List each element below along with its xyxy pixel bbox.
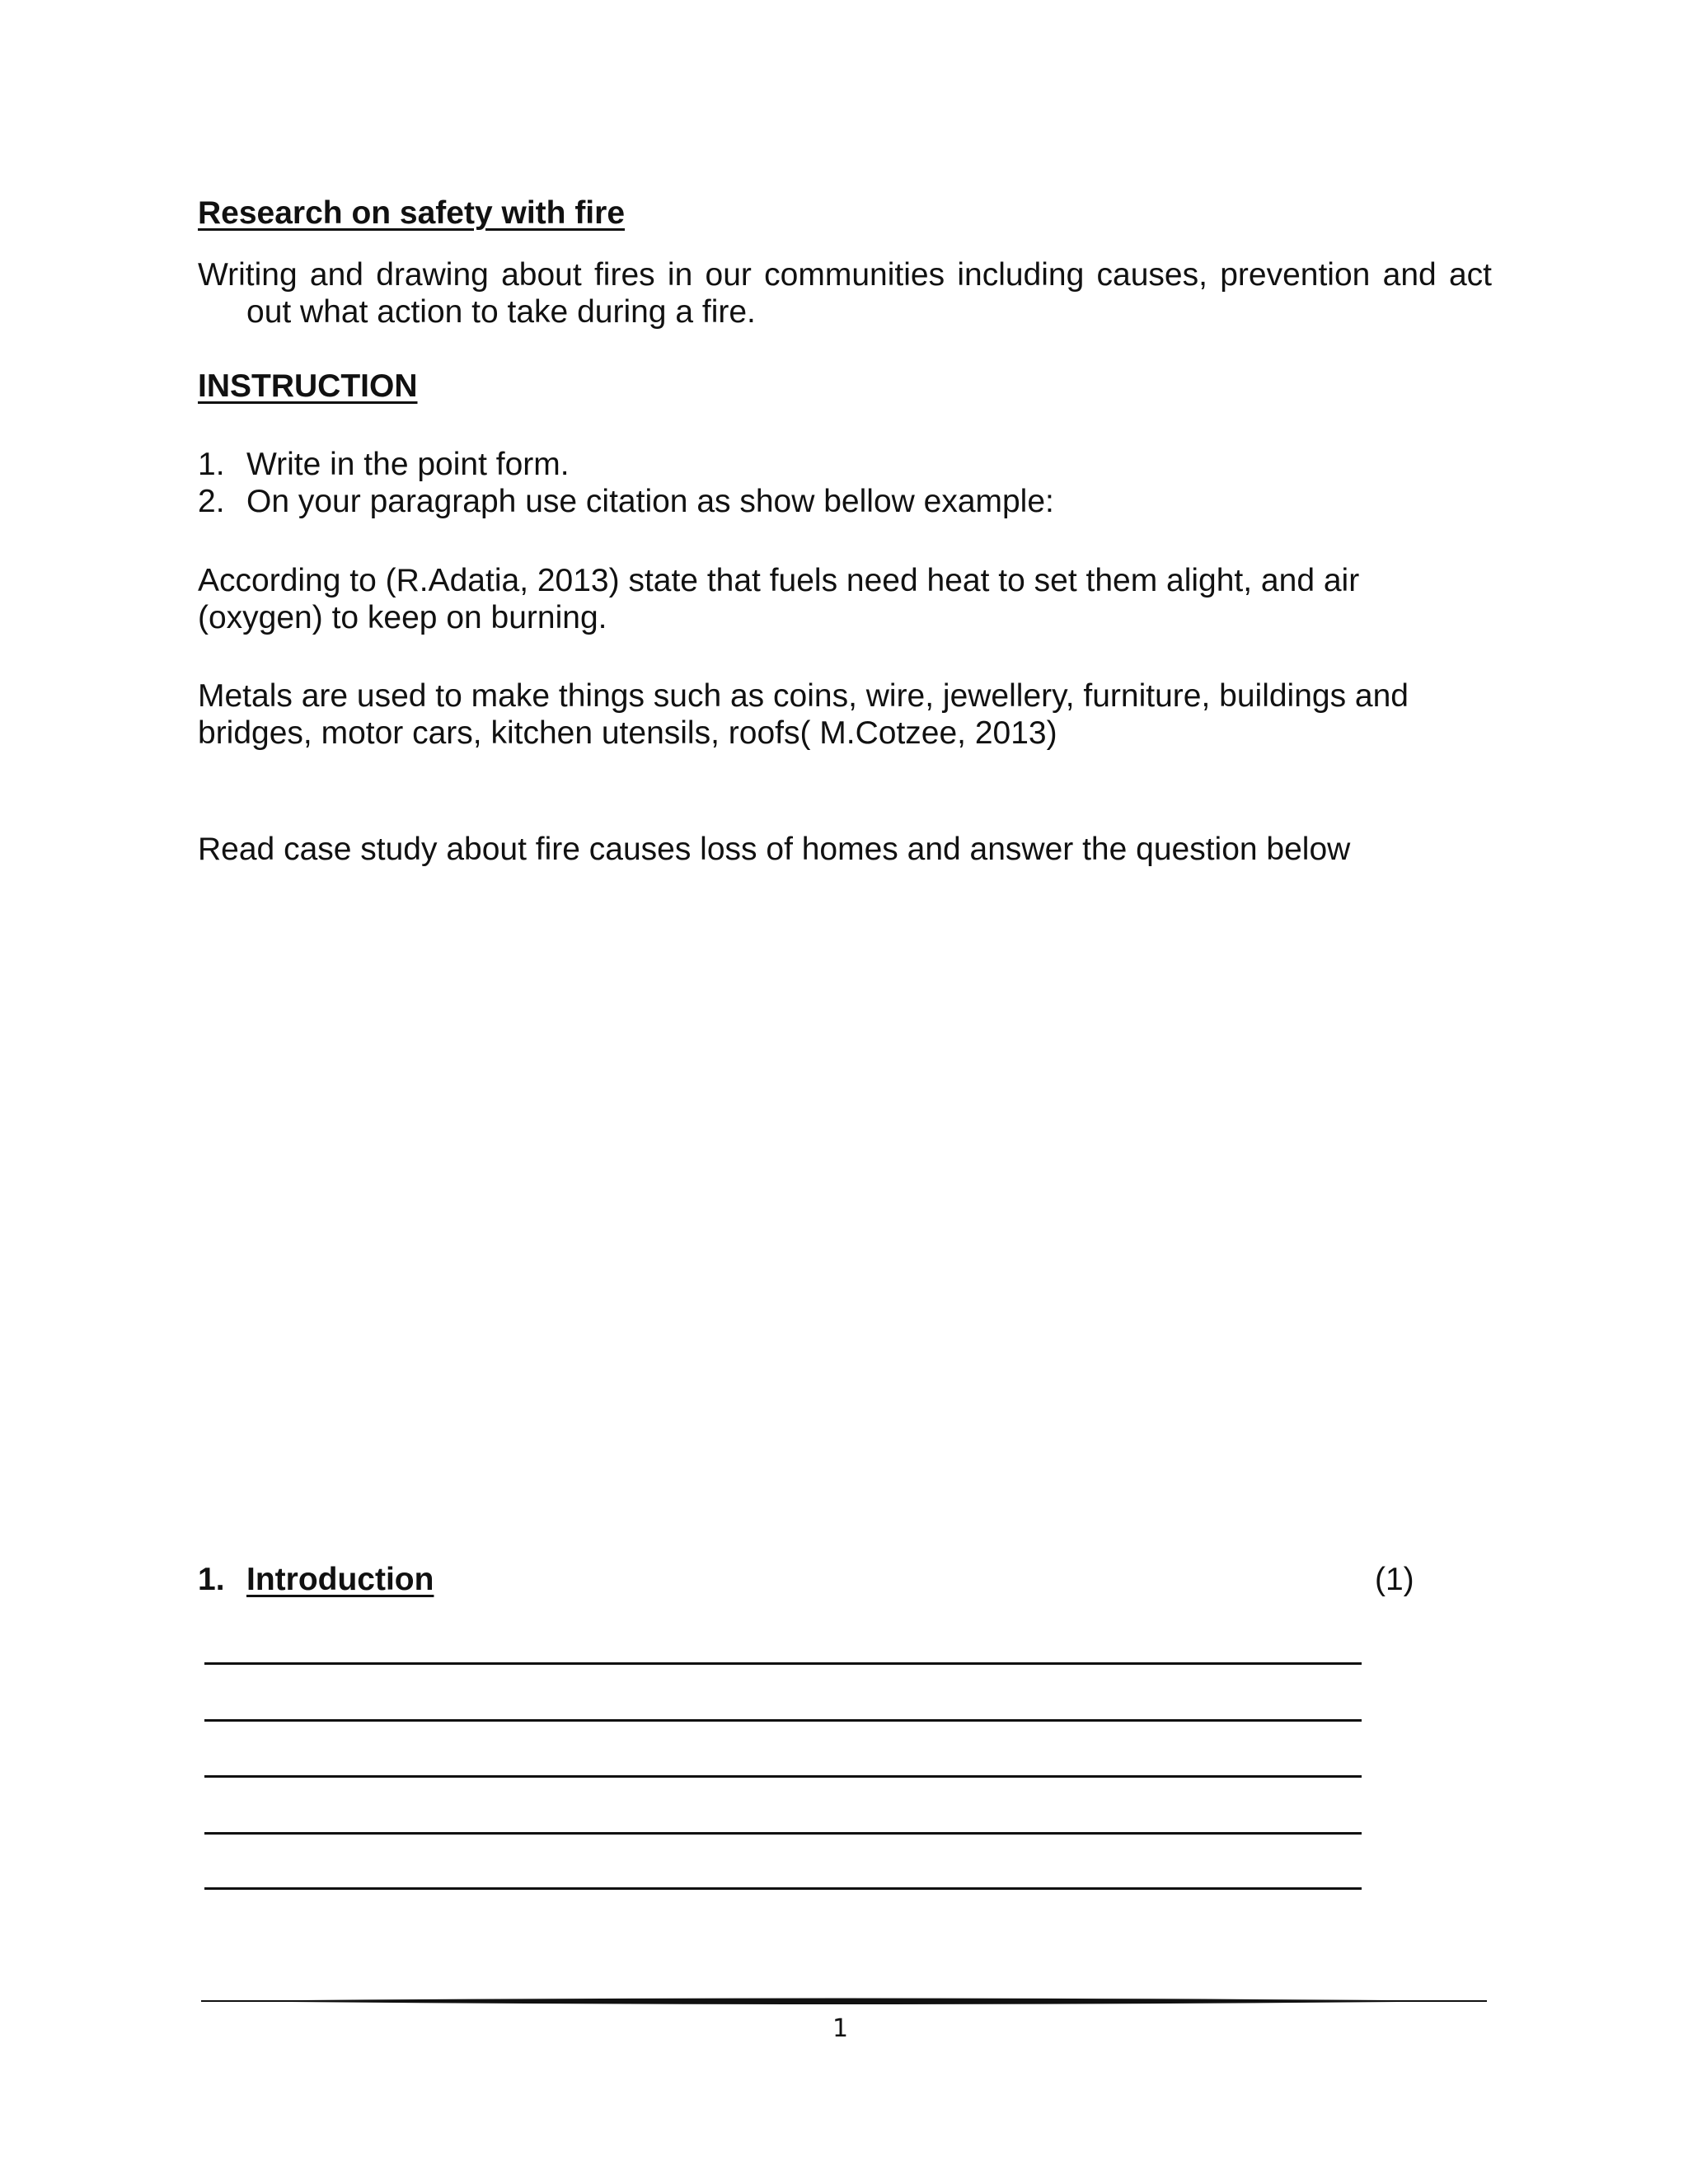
answer-line[interactable] [204,1832,1362,1835]
answer-line[interactable] [204,1775,1362,1778]
answer-line[interactable] [204,1662,1362,1665]
instruction-text: Write in the point form. [246,447,570,482]
answer-line[interactable] [204,1887,1362,1890]
section-heading-introduction [198,1561,434,1599]
instruction-number: 1. [198,447,225,482]
page-number: 1 [832,2014,849,2043]
citation-example-2-line-1: Metals are used to make things such as coins, wire, jewellery, furniture, buildings and [198,678,1409,714]
citation-example-1-line-2: (oxygen) to keep on burning. [198,600,607,635]
case-study-instruction: Read case study about fire causes loss of homes and answer the question below [198,832,1351,867]
section-label: Introduction [246,1562,434,1597]
instruction-text: On your paragraph use citation as show bellow example: [246,484,1054,519]
answer-line[interactable] [204,1719,1362,1722]
section-number: 1. [198,1562,225,1597]
section-marks: (1) [1375,1562,1414,1597]
intro-text-line-2: out what action to take during a fire. [246,294,756,330]
instruction-item [198,446,570,484]
instruction-item [198,483,1054,521]
instruction-number: 2. [198,484,225,519]
intro-text-line-1: Writing and drawing about fires in our communities including causes, prevention and act [198,257,1492,293]
citation-example-1-line-1: According to (R.Adatia, 2013) state that fuels need heat to set them alight, and air [198,563,1360,598]
document-title: Research on safety with fire [198,195,626,231]
citation-example-2-line-2: bridges, motor cars, kitchen utensils, roofs( M.Cotzee, 2013) [198,715,1057,751]
footer-divider [201,1993,1487,2009]
instruction-heading: INSTRUCTION [198,368,418,404]
